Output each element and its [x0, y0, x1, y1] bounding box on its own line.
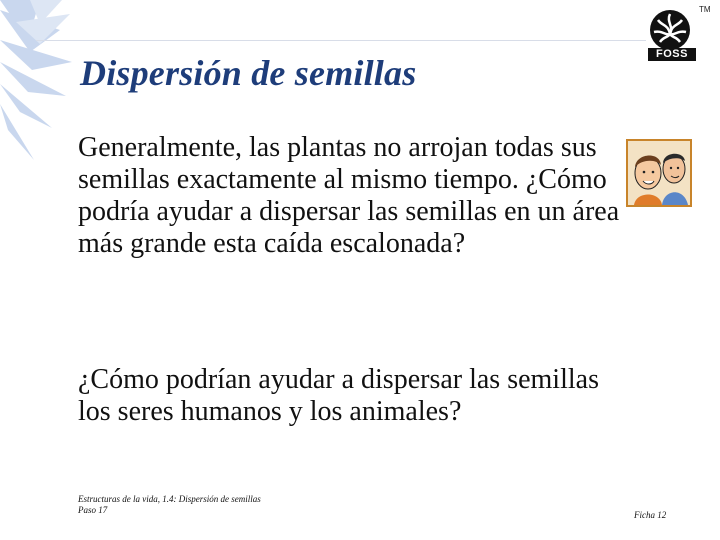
slide-title: Dispersión de semillas: [80, 53, 417, 93]
footer-slide-number: Ficha 12: [634, 510, 667, 520]
footer-step: Paso 17: [78, 505, 108, 515]
title-divider: [36, 40, 646, 41]
foss-logo-text: FOSS: [648, 48, 696, 61]
paragraph-question-1: Generalmente, las plantas no arrojan todas sus semillas exactamente al mismo tiempo. ¿Cómo podría ayudar a dispersar las semillas en un área más grande esta caída escalonada?: [78, 132, 620, 259]
paragraph-question-2: ¿Cómo podrían ayudar a dispersar las semillas los seres humanos y los animales?: [78, 364, 599, 427]
trademark-mark: TM: [699, 5, 711, 14]
students-discussion-icon: [626, 139, 692, 207]
footer-source-line: Estructuras de la vida, 1.4: Dispersión de semillas: [78, 494, 261, 504]
footer-source: [78, 494, 261, 516]
sunburst-decoration: [0, 0, 78, 170]
